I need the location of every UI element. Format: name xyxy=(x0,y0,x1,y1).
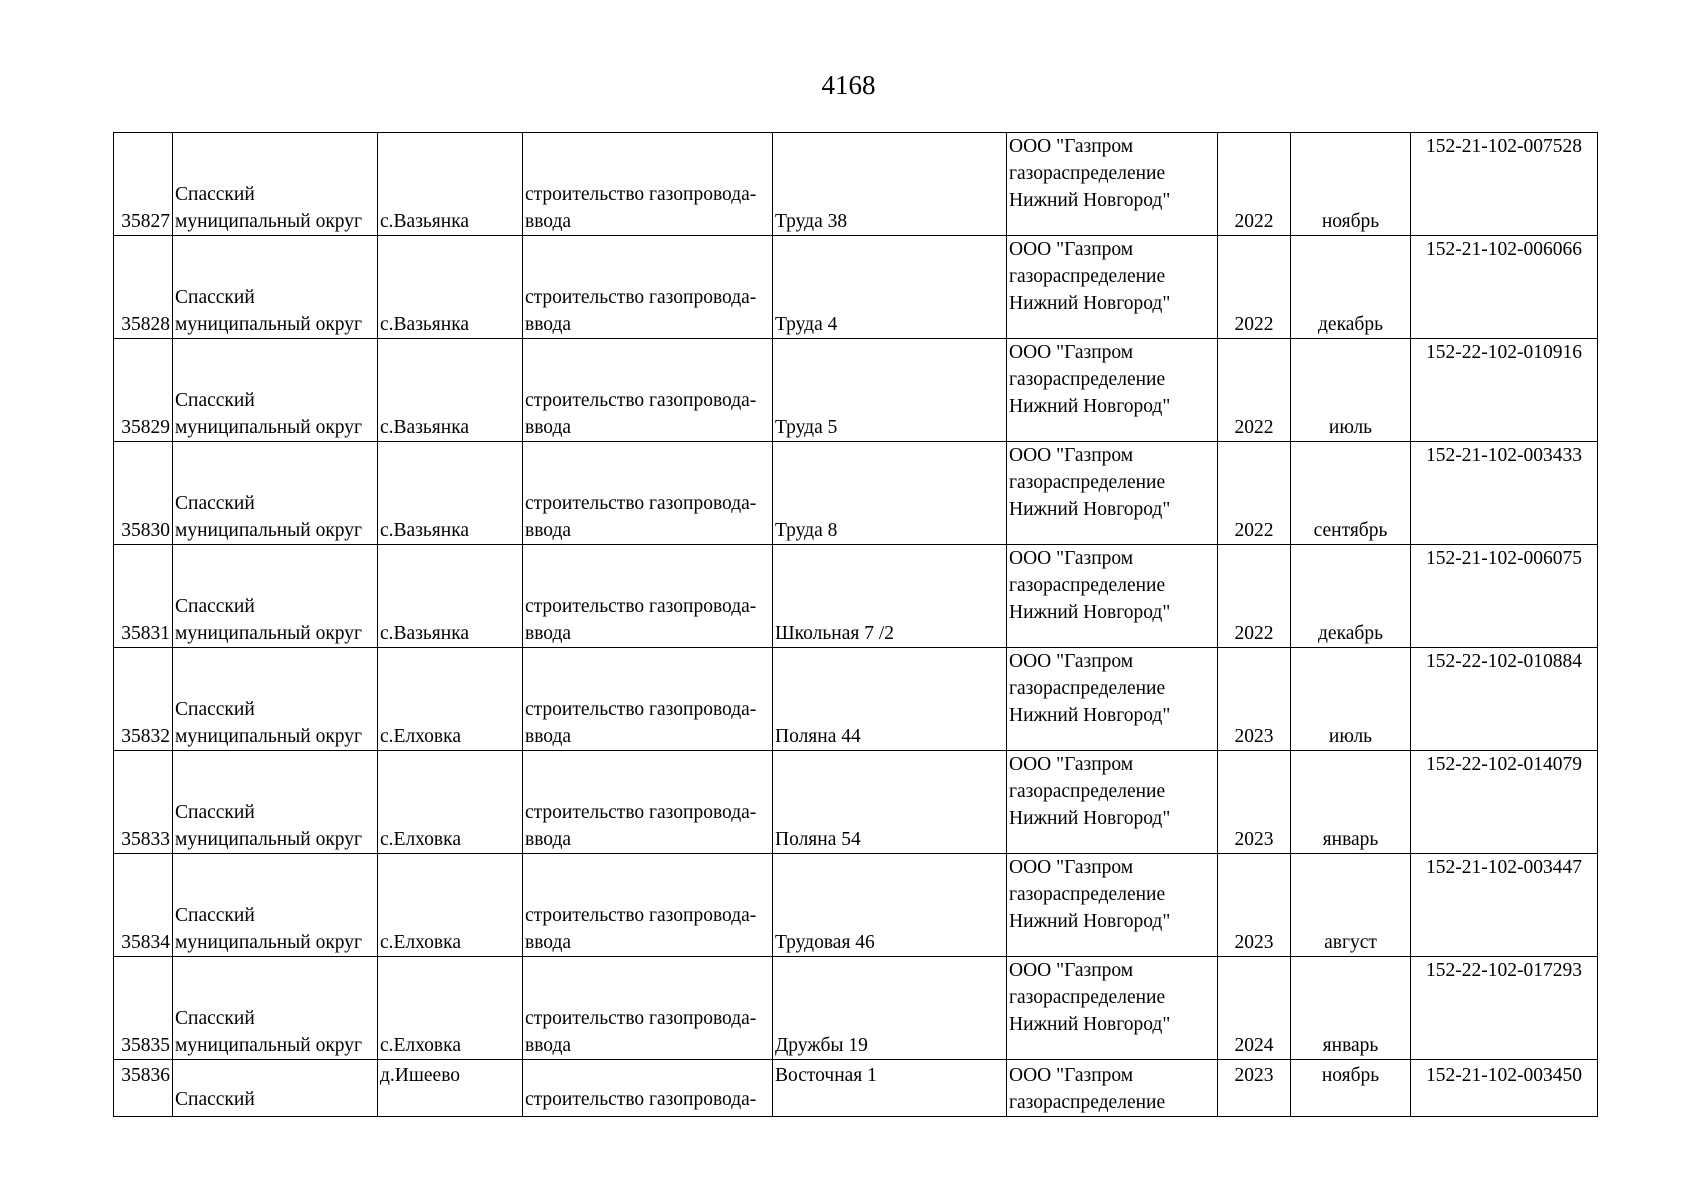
organization-line-3: Нижний Новгород" xyxy=(1009,396,1171,417)
month: ноябрь xyxy=(1321,1065,1380,1086)
district-cell xyxy=(173,854,378,957)
year-cell xyxy=(1218,339,1291,442)
year-cell xyxy=(1218,957,1291,1060)
registration-code: 152-21-102-006075 xyxy=(1426,548,1582,569)
registration-code: 152-22-102-010884 xyxy=(1426,651,1582,672)
district-line-1: Спасский xyxy=(175,390,255,411)
row-number: 35835 xyxy=(121,1035,170,1056)
row-number-cell xyxy=(114,236,173,339)
month: август xyxy=(1324,932,1377,953)
row-number-cell xyxy=(114,442,173,545)
address-cell xyxy=(773,442,1007,545)
district-line-1: Спасский xyxy=(175,802,255,823)
row-number-cell xyxy=(114,648,173,751)
year-cell xyxy=(1218,751,1291,854)
table-row xyxy=(114,957,1598,1060)
month-cell xyxy=(1291,545,1411,648)
table-row xyxy=(114,545,1598,648)
table-row xyxy=(114,854,1598,957)
registration-code-cell xyxy=(1411,339,1598,442)
registration-code-cell xyxy=(1411,751,1598,854)
district-line-2: муниципальный округ xyxy=(175,314,363,335)
settlement: с.Елховка xyxy=(380,1035,461,1056)
month-cell xyxy=(1291,957,1411,1060)
settlement-cell xyxy=(378,545,523,648)
settlement: с.Елховка xyxy=(380,829,461,850)
settlement: с.Вазьянка xyxy=(380,623,470,644)
month: июль xyxy=(1328,417,1373,438)
address-cell xyxy=(773,751,1007,854)
address-cell xyxy=(773,133,1007,236)
year-cell xyxy=(1218,545,1291,648)
settlement: с.Елховка xyxy=(380,932,461,953)
work-type-cell xyxy=(523,751,773,854)
month: январь xyxy=(1322,1035,1379,1056)
row-number: 35829 xyxy=(121,417,170,438)
row-number-cell xyxy=(114,133,173,236)
organization-line-2: газораспределение xyxy=(1009,266,1166,287)
organization-line-1: ООО "Газпром xyxy=(1009,1065,1134,1086)
year-cell xyxy=(1218,442,1291,545)
row-number-cell xyxy=(114,957,173,1060)
address: Школьная 7 /2 xyxy=(775,623,894,644)
year-cell xyxy=(1218,854,1291,957)
work-type-cell xyxy=(523,339,773,442)
organization-line-3: Нижний Новгород" xyxy=(1009,602,1171,623)
month-cell xyxy=(1291,133,1411,236)
work-type-line-2: ввода xyxy=(525,1035,572,1056)
address: Трудовая 46 xyxy=(775,932,875,953)
month: январь xyxy=(1322,829,1379,850)
work-type-line-1: строительство газопровода- xyxy=(525,287,757,308)
district-line-1: Спасский xyxy=(175,1008,255,1029)
work-type-line-2: ввода xyxy=(525,314,572,335)
settlement-cell xyxy=(378,1060,523,1117)
month-cell xyxy=(1291,236,1411,339)
settlement: с.Вазьянка xyxy=(380,314,470,335)
year: 2022 xyxy=(1234,314,1274,335)
settlement-cell xyxy=(378,854,523,957)
registration-code: 152-21-102-003447 xyxy=(1426,857,1582,878)
year-cell xyxy=(1218,236,1291,339)
work-type-line-2: ввода xyxy=(525,417,572,438)
month: декабрь xyxy=(1318,314,1383,335)
settlement: с.Вазьянка xyxy=(380,211,470,232)
year: 2022 xyxy=(1234,417,1274,438)
address: Поляна 54 xyxy=(775,829,861,850)
address: Труда 4 xyxy=(775,314,838,335)
address-cell xyxy=(773,339,1007,442)
year: 2022 xyxy=(1234,211,1274,232)
district-line-2: муниципальный округ xyxy=(175,623,363,644)
work-type-line-1: строительство газопровода- xyxy=(525,184,757,205)
organization-line-3: Нижний Новгород" xyxy=(1009,705,1171,726)
organization-line-1: ООО "Газпром xyxy=(1009,548,1134,569)
organization-cell xyxy=(1007,442,1218,545)
district: Спасский xyxy=(175,1089,255,1110)
table-row xyxy=(114,648,1598,751)
month: ноябрь xyxy=(1321,211,1380,232)
district-line-2: муниципальный округ xyxy=(175,417,363,438)
settlement: д.Ишеево xyxy=(380,1065,461,1086)
district-line-1: Спасский xyxy=(175,493,255,514)
work-type-cell xyxy=(523,1060,773,1117)
row-number: 35827 xyxy=(121,211,170,232)
month: сентябрь xyxy=(1313,520,1388,541)
organization-line-2: газораспределение xyxy=(1009,163,1166,184)
registration-code-cell xyxy=(1411,133,1598,236)
district-cell xyxy=(173,1060,378,1117)
district-line-2: муниципальный округ xyxy=(175,932,363,953)
district-line-1: Спасский xyxy=(175,596,255,617)
year: 2023 xyxy=(1234,1065,1274,1086)
month-cell xyxy=(1291,751,1411,854)
work-type-cell xyxy=(523,236,773,339)
registration-code-cell xyxy=(1411,957,1598,1060)
district-cell xyxy=(173,957,378,1060)
registration-code: 152-22-102-010916 xyxy=(1426,342,1582,363)
month: декабрь xyxy=(1318,623,1383,644)
organization-line-3: Нижний Новгород" xyxy=(1009,911,1171,932)
row-number: 35834 xyxy=(121,932,170,953)
settlement: с.Вазьянка xyxy=(380,417,470,438)
work-type-cell xyxy=(523,854,773,957)
address: Поляна 44 xyxy=(775,726,861,747)
registration-code-cell xyxy=(1411,236,1598,339)
registration-code: 152-22-102-014079 xyxy=(1426,754,1582,775)
registration-code-cell xyxy=(1411,442,1598,545)
district-cell xyxy=(173,545,378,648)
organization-line-3: Нижний Новгород" xyxy=(1009,1014,1171,1035)
address: Труда 38 xyxy=(775,211,848,232)
table-row xyxy=(114,339,1598,442)
district-line-2: муниципальный округ xyxy=(175,726,363,747)
page-number: 4168 xyxy=(821,70,876,100)
table-row xyxy=(114,442,1598,545)
organization-line-1: ООО "Газпром xyxy=(1009,136,1134,157)
settlement-cell xyxy=(378,133,523,236)
organization-cell xyxy=(1007,957,1218,1060)
address-cell xyxy=(773,648,1007,751)
row-number-cell xyxy=(114,854,173,957)
address-cell xyxy=(773,854,1007,957)
settlement-cell xyxy=(378,751,523,854)
work-type-cell xyxy=(523,442,773,545)
district-cell xyxy=(173,339,378,442)
settlement: с.Елховка xyxy=(380,726,461,747)
work-type-cell xyxy=(523,545,773,648)
row-number: 35832 xyxy=(121,726,170,747)
district-line-1: Спасский xyxy=(175,184,255,205)
district-cell xyxy=(173,236,378,339)
registration-code: 152-22-102-017293 xyxy=(1426,960,1582,981)
gas-pipeline-registry-table xyxy=(113,132,1598,1117)
month-cell xyxy=(1291,339,1411,442)
work-type-line-2: ввода xyxy=(525,520,572,541)
district-cell xyxy=(173,442,378,545)
table-row xyxy=(114,751,1598,854)
district-line-2: муниципальный округ xyxy=(175,211,363,232)
work-type-cell xyxy=(523,133,773,236)
district-cell xyxy=(173,648,378,751)
district-line-2: муниципальный округ xyxy=(175,1035,363,1056)
district-cell xyxy=(173,133,378,236)
year: 2024 xyxy=(1234,1035,1274,1056)
district-line-1: Спасский xyxy=(175,287,255,308)
registration-code: 152-21-102-003450 xyxy=(1426,1065,1582,1086)
work-type-line-1: строительство газопровода- xyxy=(525,596,757,617)
year: 2023 xyxy=(1234,726,1274,747)
work-type-line-1: строительство газопровода- xyxy=(525,390,757,411)
registration-code-cell xyxy=(1411,648,1598,751)
organization-cell xyxy=(1007,854,1218,957)
work-type-line-1: строительство газопровода- xyxy=(525,802,757,823)
settlement-cell xyxy=(378,442,523,545)
organization-cell xyxy=(1007,133,1218,236)
year-cell xyxy=(1218,648,1291,751)
organization-line-2: газораспределение xyxy=(1009,1092,1166,1113)
organization-line-3: Нижний Новгород" xyxy=(1009,808,1171,829)
work-type-line-2: ввода xyxy=(525,726,572,747)
settlement-cell xyxy=(378,957,523,1060)
organization-line-1: ООО "Газпром xyxy=(1009,857,1134,878)
work-type-cell xyxy=(523,648,773,751)
table-body xyxy=(114,133,1598,1117)
registration-code-cell xyxy=(1411,545,1598,648)
year-cell xyxy=(1218,133,1291,236)
organization-cell xyxy=(1007,648,1218,751)
work-type-line-1: строительство газопровода- xyxy=(525,905,757,926)
row-number: 35836 xyxy=(121,1065,170,1086)
registration-code-cell xyxy=(1411,1060,1598,1117)
address: Восточная 1 xyxy=(775,1065,877,1086)
registration-code: 152-21-102-006066 xyxy=(1426,239,1582,260)
district-line-1: Спасский xyxy=(175,905,255,926)
row-number: 35828 xyxy=(121,314,170,335)
row-number-cell xyxy=(114,339,173,442)
organization-line-2: газораспределение xyxy=(1009,987,1166,1008)
organization-cell xyxy=(1007,1060,1218,1117)
row-number: 35833 xyxy=(121,829,170,850)
organization-cell xyxy=(1007,751,1218,854)
organization-cell xyxy=(1007,545,1218,648)
work-type-line-2: ввода xyxy=(525,829,572,850)
work-type: строительство газопровода- xyxy=(525,1089,757,1110)
month-cell xyxy=(1291,1060,1411,1117)
address-cell xyxy=(773,236,1007,339)
work-type-line-1: строительство газопровода- xyxy=(525,1008,757,1029)
settlement-cell xyxy=(378,648,523,751)
work-type-line-2: ввода xyxy=(525,932,572,953)
address: Дружбы 19 xyxy=(775,1035,868,1056)
year-cell xyxy=(1218,1060,1291,1117)
row-number-cell xyxy=(114,751,173,854)
organization-line-1: ООО "Газпром xyxy=(1009,342,1134,363)
address: Труда 8 xyxy=(775,520,838,541)
table-row xyxy=(114,133,1598,236)
organization-line-3: Нижний Новгород" xyxy=(1009,190,1171,211)
table-row-partial xyxy=(114,1060,1598,1117)
organization-line-1: ООО "Газпром xyxy=(1009,754,1134,775)
district-cell xyxy=(173,751,378,854)
organization-line-1: ООО "Газпром xyxy=(1009,239,1134,260)
address: Труда 5 xyxy=(775,417,838,438)
address-cell xyxy=(773,957,1007,1060)
address-cell xyxy=(773,545,1007,648)
row-number-cell xyxy=(114,1060,173,1117)
year: 2022 xyxy=(1234,520,1274,541)
row-number: 35831 xyxy=(121,623,170,644)
month-cell xyxy=(1291,442,1411,545)
organization-line-2: газораспределение xyxy=(1009,884,1166,905)
table-row xyxy=(114,236,1598,339)
organization-line-1: ООО "Газпром xyxy=(1009,651,1134,672)
organization-line-2: газораспределение xyxy=(1009,678,1166,699)
work-type-line-2: ввода xyxy=(525,211,572,232)
organization-line-2: газораспределение xyxy=(1009,575,1166,596)
month-cell xyxy=(1291,854,1411,957)
work-type-line-1: строительство газопровода- xyxy=(525,493,757,514)
organization-line-1: ООО "Газпром xyxy=(1009,960,1134,981)
month: июль xyxy=(1328,726,1373,747)
year: 2022 xyxy=(1234,623,1274,644)
organization-cell xyxy=(1007,339,1218,442)
registration-code: 152-21-102-007528 xyxy=(1426,136,1582,157)
address-cell xyxy=(773,1060,1007,1117)
row-number: 35830 xyxy=(121,520,170,541)
work-type-cell xyxy=(523,957,773,1060)
organization-line-3: Нижний Новгород" xyxy=(1009,499,1171,520)
district-line-2: муниципальный округ xyxy=(175,520,363,541)
organization-line-3: Нижний Новгород" xyxy=(1009,293,1171,314)
district-line-1: Спасский xyxy=(175,699,255,720)
registration-code: 152-21-102-003433 xyxy=(1426,445,1582,466)
settlement-cell xyxy=(378,339,523,442)
organization-line-2: газораспределение xyxy=(1009,781,1166,802)
organization-line-2: газораспределение xyxy=(1009,369,1166,390)
work-type-line-2: ввода xyxy=(525,623,572,644)
district-line-2: муниципальный округ xyxy=(175,829,363,850)
year: 2023 xyxy=(1234,932,1274,953)
settlement: с.Вазьянка xyxy=(380,520,470,541)
work-type-line-1: строительство газопровода- xyxy=(525,699,757,720)
month-cell xyxy=(1291,648,1411,751)
year: 2023 xyxy=(1234,829,1274,850)
organization-line-2: газораспределение xyxy=(1009,472,1166,493)
registration-code-cell xyxy=(1411,854,1598,957)
organization-line-1: ООО "Газпром xyxy=(1009,445,1134,466)
organization-cell xyxy=(1007,236,1218,339)
settlement-cell xyxy=(378,236,523,339)
row-number-cell xyxy=(114,545,173,648)
